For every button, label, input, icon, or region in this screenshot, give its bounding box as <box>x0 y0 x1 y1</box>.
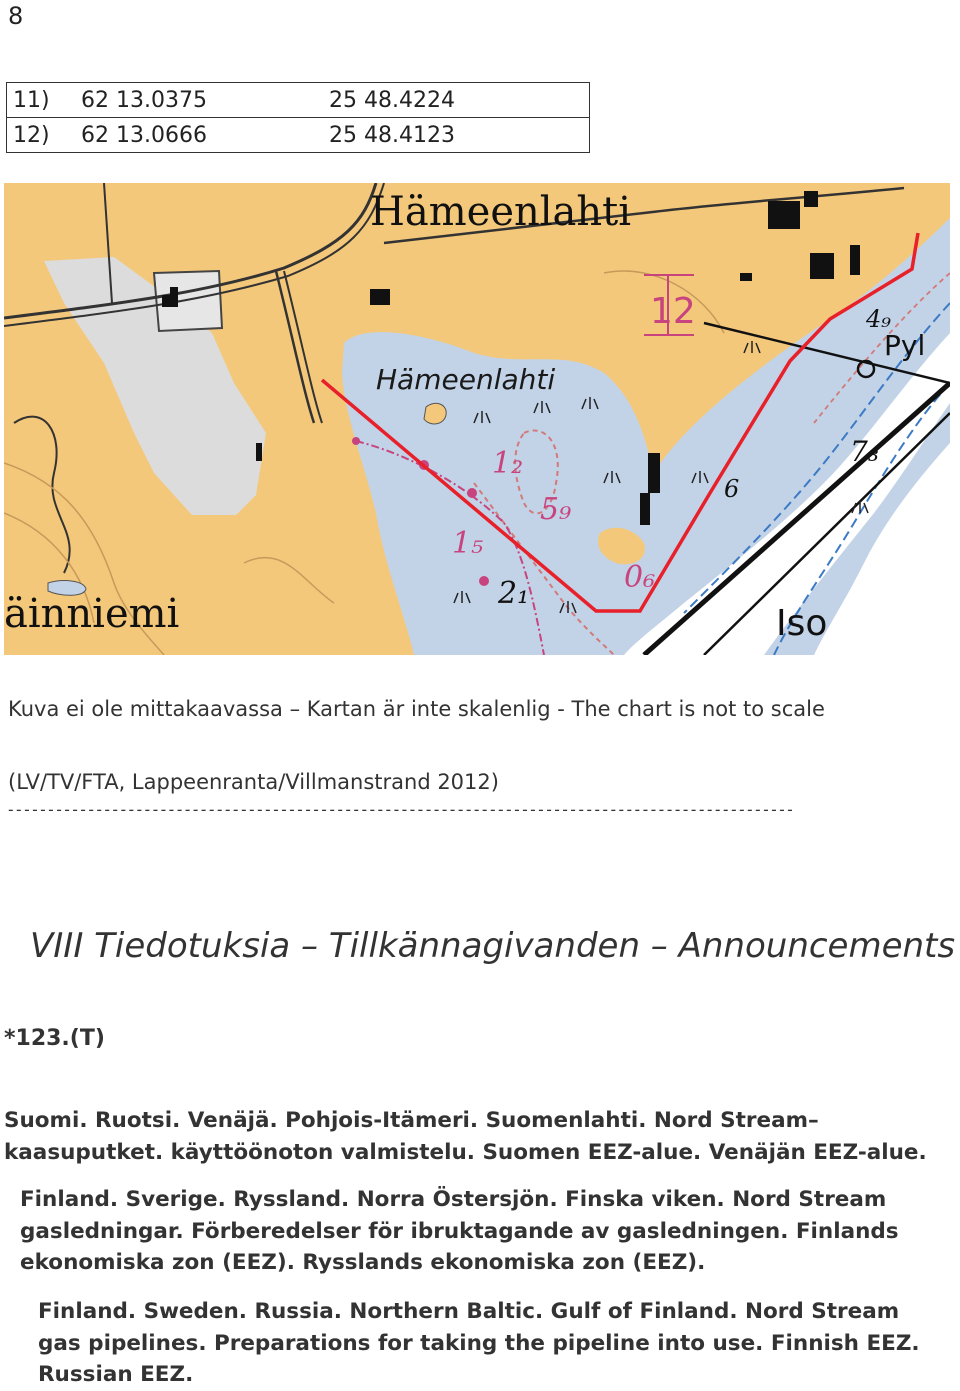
track-point <box>467 488 477 498</box>
building <box>370 289 390 305</box>
page-number: 8 <box>8 2 24 30</box>
section-heading: VIII Tiedotuksia – Tillkännagivanden – Announcements <box>30 926 956 966</box>
building <box>850 245 860 275</box>
table-row <box>7 83 590 118</box>
building <box>810 253 834 279</box>
coord-index: 12) <box>7 118 76 153</box>
depth-sounding: 2₁ <box>498 576 530 611</box>
notice-text-finnish: Suomi. Ruotsi. Venäjä. Pohjois-Itämeri. Suomenlahti. Nord Stream–kaasuputket. käyttöönoton valmistelu. Suomen EEZ-alue. Venäjän EEZ-alue. <box>4 1108 927 1165</box>
depth-sounding: 5₉ <box>540 492 572 527</box>
coord-longitude: 25 48.4123 <box>323 118 590 153</box>
building <box>740 273 752 281</box>
building <box>804 191 818 207</box>
table-row <box>7 118 590 153</box>
map-label-peninsula: äinniemi <box>4 591 180 637</box>
map-label-village: Hämeenlahti <box>370 189 632 235</box>
coord-index: 11) <box>7 83 76 118</box>
beacon <box>640 493 650 525</box>
depth-sounding: 1₂ <box>492 446 524 481</box>
coord-latitude: 62 13.0375 <box>75 83 323 118</box>
chart-caption: Kuva ei ole mittakaavassa – Kartan är inte skalenlig - The chart is not to scale <box>8 697 825 721</box>
building <box>768 201 800 229</box>
depth-sounding: 1₅ <box>452 526 484 561</box>
depth-sounding: 0₆ <box>624 560 656 595</box>
building <box>256 443 262 461</box>
track-point <box>352 437 360 445</box>
notice-number: *123.(T) <box>4 1026 105 1051</box>
chart-svg <box>4 183 950 655</box>
notice-text-swedish: Finland. Sverige. Ryssland. Norra Östersjön. Finska viken. Nord Stream gasledningar. Förberedelser för ibruktagande av gasledningen. Finlands ekonomiska zon (EEZ). Rysslands ekonomiska zon (EEZ). <box>20 1187 899 1275</box>
coord-longitude: 25 48.4224 <box>323 83 590 118</box>
map-label-island: Iso <box>776 603 828 644</box>
building <box>170 287 178 297</box>
dashed-divider: -------------------------------------------------------------------------------------------------- <box>6 800 794 819</box>
islet <box>424 403 446 424</box>
notice-text-english: Finland. Sweden. Russia. Northern Baltic. Gulf of Finland. Nord Stream gas pipelines. Preparations for taking the pipeline into use. Finnish EEZ. Russian EEZ. <box>38 1299 920 1387</box>
coordinate-table <box>6 82 590 153</box>
coord-latitude: 62 13.0666 <box>75 118 323 153</box>
depth-sounding: 7₃ <box>850 435 880 468</box>
clearance-value: 12 <box>650 291 696 332</box>
map-label-bay: Hämeenlahti <box>376 363 556 396</box>
map-label-pylon: Pyl <box>884 329 926 362</box>
depth-sounding: 6 <box>724 475 740 503</box>
source-attribution: (LV/TV/FTA, Lappeenranta/Villmanstrand 2012) <box>8 770 499 794</box>
nautical-chart-excerpt <box>4 183 950 655</box>
track-point <box>479 576 489 586</box>
depth-sounding: 4₉ <box>866 305 891 333</box>
beacon <box>648 453 660 493</box>
